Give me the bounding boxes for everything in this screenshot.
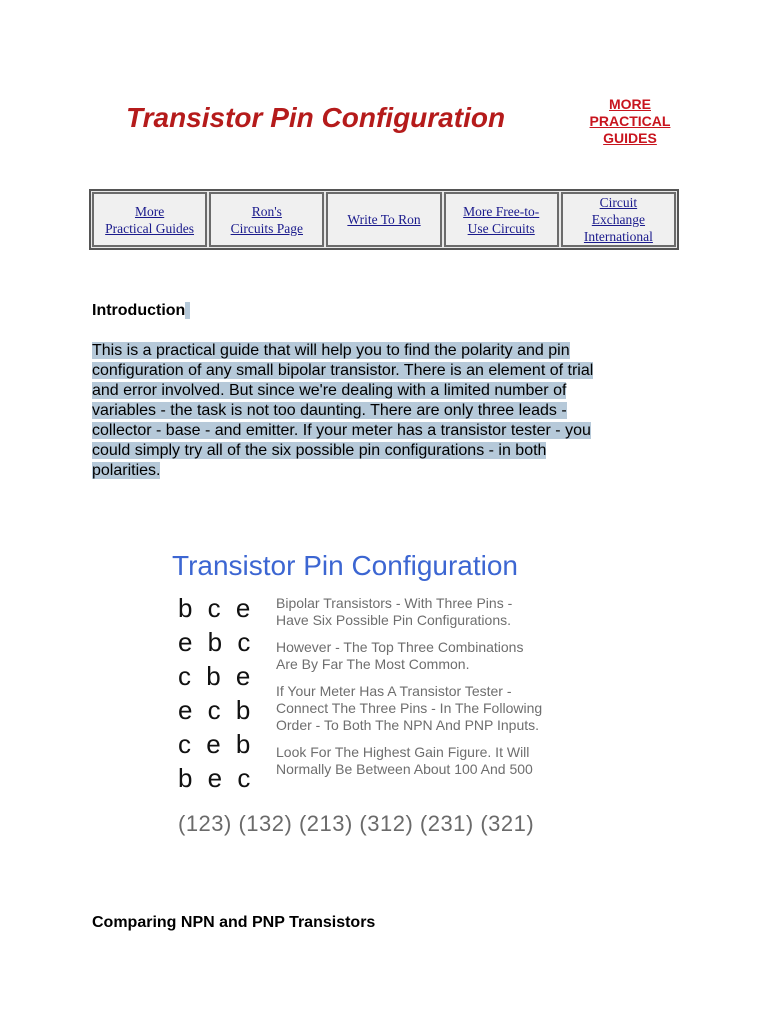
selection-highlight: [185, 302, 189, 319]
note-line: Normally Be Between About 100 And 500: [276, 761, 533, 777]
note-line: However - The Top Three Combinations: [276, 639, 524, 655]
introduction-heading: [92, 302, 190, 320]
nav-table: [89, 189, 679, 250]
nav-link-line: More: [134, 203, 165, 219]
introduction-heading-text: Introduction: [92, 302, 186, 319]
nav-link-line: Use Circuits: [467, 220, 535, 236]
nav-link-rons-circuits-page[interactable]: [209, 192, 324, 247]
introduction-paragraph: [92, 341, 682, 481]
figure-note: [276, 639, 606, 673]
note-line: Look For The Highest Gain Figure. It Will: [276, 744, 530, 760]
nav-link-line: Circuits Page: [230, 220, 303, 236]
pin-combination-list: [178, 591, 254, 795]
paragraph-line: polarities.: [92, 462, 161, 479]
nav-link-circuit-exchange-international[interactable]: [561, 192, 676, 247]
note-line: Are By Far The Most Common.: [276, 656, 470, 672]
nav-link-write-to-ron[interactable]: [326, 192, 441, 247]
paragraph-line: This is a practical guide that will help you to find the polarity and pin: [92, 342, 570, 359]
figure-note: [276, 744, 606, 778]
paragraph-line: collector - base - and emitter. If your meter has a transistor tester - you: [92, 422, 591, 439]
more-guides-line: PRACTICAL: [589, 113, 671, 129]
nav-link-more-practical-guides[interactable]: [92, 192, 207, 247]
pin-combination: e b c: [178, 627, 255, 657]
pin-combination: c e b: [178, 729, 255, 759]
page-title: Transistor Pin Configuration: [126, 102, 506, 133]
note-line: Have Six Possible Pin Configurations.: [276, 612, 512, 628]
figure-note: [276, 683, 606, 734]
nav-link-line: Write To Ron: [347, 212, 421, 227]
note-line: If Your Meter Has A Transistor Tester -: [276, 683, 512, 699]
nav-link-more-free-circuits[interactable]: [444, 192, 559, 247]
note-line: Order - To Both The NPN And PNP Inputs.: [276, 717, 540, 733]
note-line: Connect The Three Pins - In The Following: [276, 700, 543, 716]
paragraph-line: and error involved. But since we're dealing with a limited number of: [92, 382, 567, 399]
comparing-npn-pnp-heading: Comparing NPN and PNP Transistors: [92, 914, 376, 931]
more-guides-line: GUIDES: [603, 130, 657, 146]
pin-combination: b c e: [178, 593, 255, 623]
nav-link-line: Exchange: [591, 212, 646, 227]
paragraph-line: variables - the task is not too daunting. There are only three leads -: [92, 402, 567, 419]
pin-combination: b e c: [178, 763, 255, 793]
note-line: Bipolar Transistors - With Three Pins -: [276, 595, 513, 611]
pin-number-combinations: (123) (132) (213) (312) (231) (321): [178, 811, 535, 836]
more-practical-guides-link[interactable]: [578, 96, 682, 147]
paragraph-line: configuration of any small bipolar transistor. There is an element of trial: [92, 362, 594, 379]
pin-combination: c b e: [178, 661, 255, 691]
nav-link-line: More Free-to-: [463, 203, 540, 219]
paragraph-line: could simply try all of the six possible pin configurations - in both: [92, 442, 547, 459]
nav-link-line: International: [583, 229, 653, 244]
more-guides-line: MORE: [609, 96, 651, 112]
figure-notes: [276, 595, 606, 788]
nav-link-line: Practical Guides: [105, 220, 195, 236]
pin-combination: e c b: [178, 695, 255, 725]
figure-title: Transistor Pin Configuration: [172, 550, 519, 581]
nav-link-line: Ron's: [251, 203, 282, 219]
figure-note: [276, 595, 606, 629]
nav-link-line: Circuit: [599, 195, 638, 210]
